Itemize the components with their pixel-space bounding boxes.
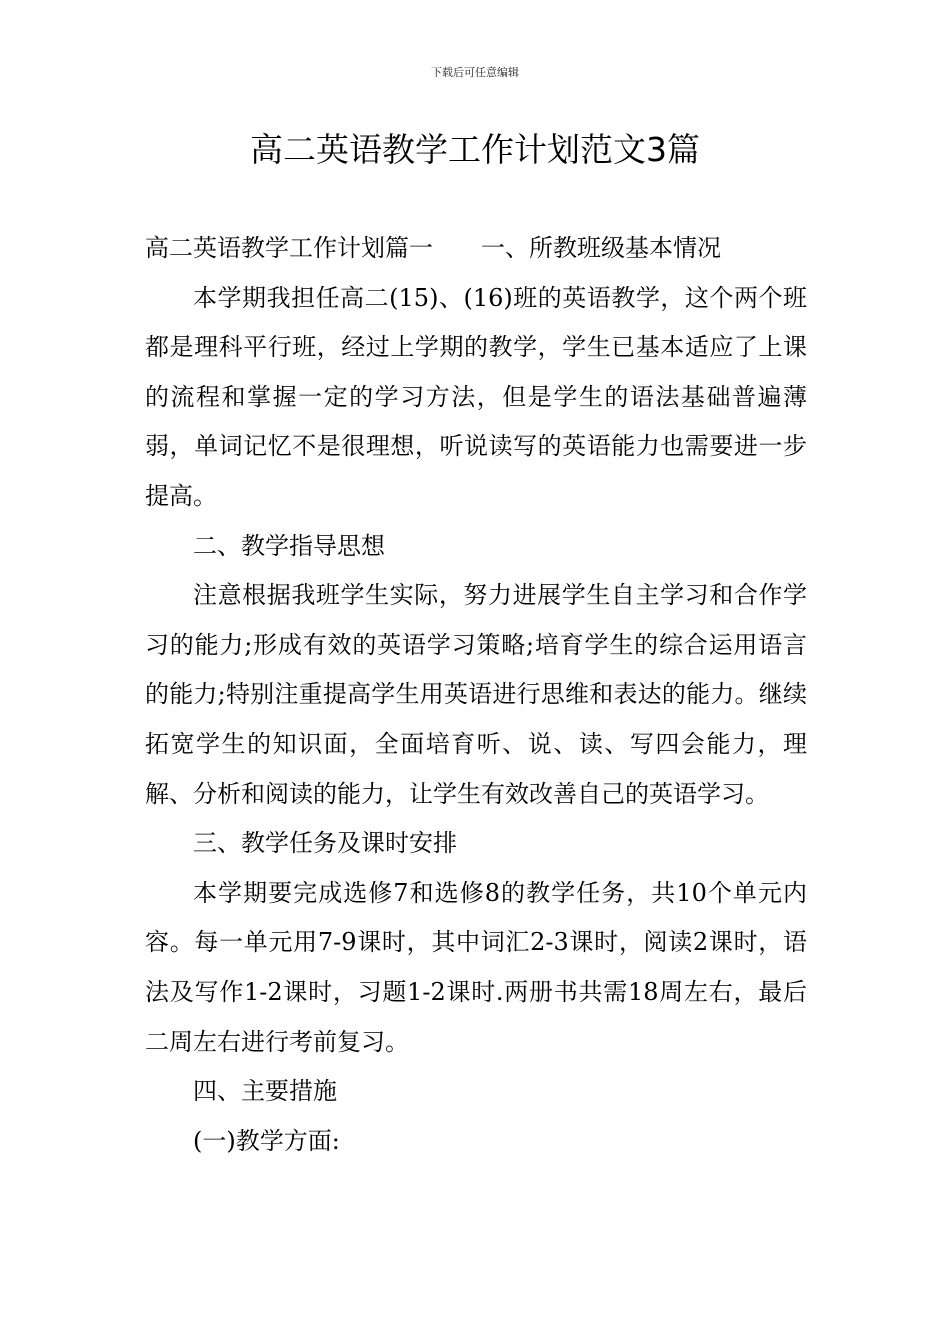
- intro-line: [145, 224, 807, 274]
- document-body: [145, 224, 807, 1166]
- paragraph-guiding-ideas: 注意根据我班学生实际，努力进展学生自主学习和合作学习的能力;形成有效的英语学习策略;培育学生的综合运用语言的能力;特别注重提高学生用英语进行思维和表达的能力。继续拓宽学生的知识面，全面培育听、说、读、写四会能力，理解、分析和阅读的能力，让学生有效改善自己的英语学习。: [145, 581, 807, 808]
- paragraph-class-situation: 本学期我担任高二(15)、(16)班的英语教学，这个两个班都是理科平行班，经过上学期的教学，学生已基本适应了上课的流程和掌握一定的学习方法，但是学生的语法基础普遍薄弱，单词记忆不是很理想，听说读写的英语能力也需要进一步提高。: [145, 283, 807, 510]
- header-note: 下载后可任意编辑: [431, 66, 519, 79]
- section4-heading: 四、主要措施: [193, 1077, 337, 1106]
- section3-heading: 三、教学任务及课时安排: [193, 829, 457, 858]
- section1-heading: 一、所教班级基本情况: [481, 234, 721, 262]
- document-title: 高二英语教学工作计划范文3篇: [250, 130, 700, 169]
- subsection-teaching-heading: (一)教学方面:: [193, 1126, 340, 1155]
- intro-heading: 高二英语教学工作计划篇一: [145, 234, 433, 262]
- paragraph-tasks-schedule: 本学期要完成选修7和选修8的教学任务，共10个单元内容。每一单元用7-9课时，其中词汇2-3课时，阅读2课时，语法及写作1-2课时，习题1-2课时.两册书共需18周左右，最后二周左右进行考前复习。: [145, 878, 807, 1056]
- section2-heading: 二、教学指导思想: [193, 531, 385, 560]
